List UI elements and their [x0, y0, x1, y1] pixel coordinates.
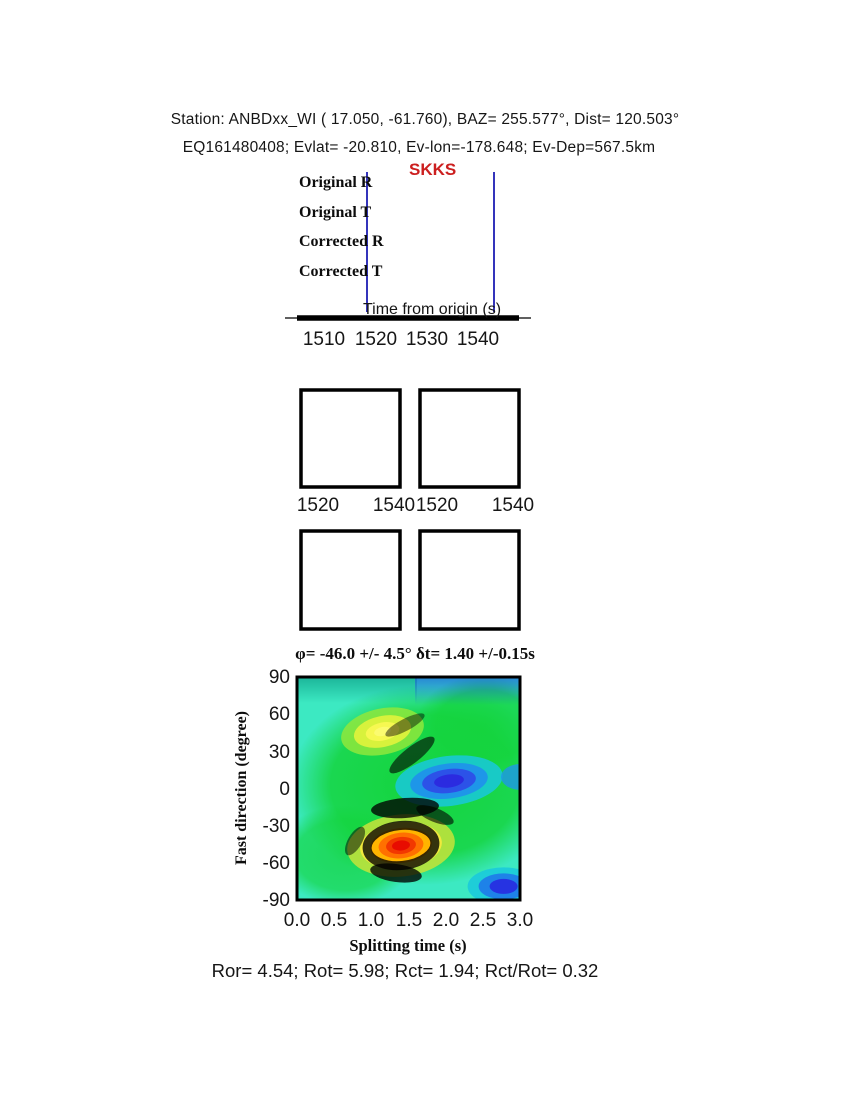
trace-label-original-r: Original R [299, 174, 373, 191]
trace-label-corrected-r: Corrected R [299, 233, 384, 250]
x-tick-00: 0.0 [283, 910, 311, 931]
x-tick-25: 2.5 [469, 910, 497, 931]
window-panel-left-frame [301, 390, 400, 487]
time-tick-1530: 1530 [405, 329, 449, 350]
panel-tick-1540-b: 1540 [491, 495, 535, 516]
x-tick-10: 1.0 [357, 910, 385, 931]
panel-tick-1540-a: 1540 [372, 495, 416, 516]
x-tick-15: 1.5 [395, 910, 423, 931]
time-tick-1540: 1540 [456, 329, 500, 350]
hodogram-left-frame [301, 531, 400, 629]
panel-tick-1520-b: 1520 [415, 495, 459, 516]
y-tick-0: 0 [279, 779, 290, 800]
hodogram-right-frame [420, 531, 519, 629]
error-surface-title: φ= -46.0 +/- 4.5° δt= 1.40 +/-0.15s [295, 644, 535, 663]
y-tick-90: 90 [268, 667, 290, 688]
panel-tick-1520-a: 1520 [296, 495, 340, 516]
y-tick-60: 60 [268, 704, 290, 725]
y-tick-m60: -60 [262, 853, 290, 874]
window-panel-right-frame [420, 390, 519, 487]
station-header-line: Station: ANBDxx_WI ( 17.050, -61.760), BAZ= 255.577°, Dist= 120.503° [170, 111, 680, 128]
x-tick-30: 3.0 [506, 910, 534, 931]
event-header-line: EQ161480408; Evlat= -20.810, Ev-lon=-178.648; Ev-Dep=567.5km [182, 139, 656, 156]
y-tick-m90: -90 [262, 890, 290, 911]
contour-label-layer [297, 677, 520, 900]
y-tick-m30: -30 [262, 816, 290, 837]
time-tick-1510: 1510 [302, 329, 346, 350]
trace-label-corrected-t: Corrected T [299, 263, 383, 280]
result-summary: Ror= 4.54; Rot= 5.98; Rct= 1.94; Rct/Rot= 0.32 [211, 960, 599, 981]
phase-label: SKKS [409, 160, 457, 179]
time-axis-title: Time from origin (s) [362, 301, 502, 318]
time-tick-1520: 1520 [354, 329, 398, 350]
y-axis-title: Fast direction (degree) [233, 710, 250, 866]
y-tick-30: 30 [268, 742, 290, 763]
x-axis-title: Splitting time (s) [349, 936, 467, 955]
x-tick-20: 2.0 [432, 910, 460, 931]
x-tick-05: 0.5 [320, 910, 348, 931]
trace-label-original-t: Original T [299, 204, 372, 221]
window-comparison-panels [290, 378, 560, 500]
hodogram-panels [290, 517, 560, 641]
